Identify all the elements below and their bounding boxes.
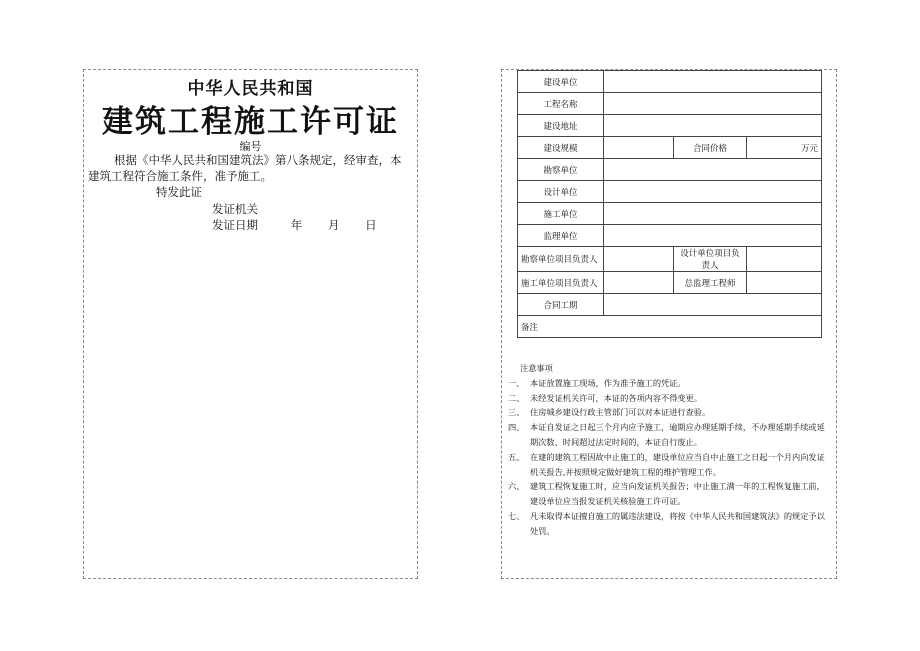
note-number: 四、 (508, 422, 525, 433)
note-item (508, 450, 826, 480)
chief-supervisor-value (747, 272, 822, 294)
survey-unit-value (604, 159, 822, 181)
table-row (518, 272, 822, 294)
table-row (518, 203, 822, 225)
note-number: 一、 (508, 377, 525, 388)
note-number: 六、 (508, 481, 525, 492)
project-name-value (604, 93, 822, 115)
contract-period-value (604, 294, 822, 316)
note-number: 三、 (508, 407, 525, 418)
note-number: 五、 (508, 451, 525, 462)
table-row (518, 159, 822, 181)
project-info-table (517, 70, 822, 338)
survey-pm-value (604, 247, 674, 272)
table-row (518, 247, 822, 272)
construction-pm-label: 施工单位项目负责人 (518, 272, 604, 294)
remarks-label: 备注 (521, 322, 539, 333)
construction-unit-label: 施工单位 (518, 203, 604, 225)
month-label: 月 (328, 218, 340, 232)
builder-label: 建设单位 (518, 71, 604, 93)
permit-detail-page (501, 69, 837, 579)
serial-number-label: 编号 (239, 140, 262, 153)
notes-section (508, 361, 826, 539)
approval-statement: 根据《中华人民共和国建筑法》第八条规定，经审查，本建筑工程符合施工条件，准予施工。 (88, 153, 402, 183)
year-label: 年 (290, 218, 303, 232)
construction-unit-value (604, 203, 822, 225)
supervision-unit-label: 监理单位 (518, 225, 604, 247)
contract-price-label: 合同价格 (674, 137, 747, 159)
note-item (508, 376, 826, 391)
note-text: 本证自发证之日起三个月内应予施工，逾期应办理延期手续，不办理延期手续或延期次数、时间超过法定时间的，本证自行废止。 (530, 422, 825, 447)
note-number: 二、 (508, 392, 525, 403)
note-item (508, 509, 826, 539)
notes-title: 注意事项 (520, 363, 553, 373)
scale-label: 建设规模 (518, 137, 604, 159)
address-label: 建设地址 (518, 115, 604, 137)
remarks-cell (518, 316, 822, 338)
issue-statement: 特发此证 (156, 185, 202, 199)
table-row (518, 137, 822, 159)
survey-pm-label: 勘察单位项目负责人 (518, 247, 604, 272)
note-text: 建筑工程恢复施工时，应当向发证机关报告；中止施工满一年的工程恢复施工前,建设单位应当报发证机关核验施工许可证。 (530, 481, 820, 507)
permit-title: 建筑工程施工许可证 (102, 104, 399, 140)
country-name: 中华人民共和国 (187, 79, 314, 99)
design-pm-value (747, 247, 822, 272)
note-text: 未经发证机关许可，本证的各项内容不得变更。 (530, 392, 702, 403)
permit-cover-page (83, 69, 418, 579)
construction-pm-value (604, 272, 674, 294)
design-unit-label: 设计单位 (518, 181, 604, 203)
issue-date-label: 发证日期 (212, 218, 258, 232)
issue-date-row (212, 217, 377, 233)
note-item (508, 479, 826, 509)
builder-value (604, 71, 822, 93)
day-label: 日 (365, 218, 377, 232)
address-value (604, 115, 822, 137)
table-row (518, 71, 822, 93)
project-name-label: 工程名称 (518, 93, 604, 115)
design-pm-label: 设计单位项目负责人 (674, 247, 747, 272)
survey-unit-label: 勘察单位 (518, 159, 604, 181)
table-row (518, 294, 822, 316)
chief-supervisor-label: 总监理工程师 (674, 272, 747, 294)
note-item (508, 391, 826, 406)
note-number: 七、 (508, 510, 525, 521)
note-text: 凡未取得本证擅自施工的属违法建设，将按《中华人民共和国建筑法》的规定予以处罚。 (530, 510, 825, 536)
contract-period-label: 合同工期 (518, 294, 604, 316)
note-text: 本证放置施工现场，作为准予施工的凭证。 (530, 377, 686, 388)
price-unit: 万元 (747, 137, 822, 159)
design-unit-value (604, 181, 822, 203)
table-row (518, 181, 822, 203)
table-row (518, 115, 822, 137)
table-row (518, 225, 822, 247)
table-row (518, 316, 822, 338)
note-text: 住房城乡建设行政主管部门可以对本证进行查验。 (530, 407, 711, 418)
note-item (508, 405, 826, 420)
note-item (508, 420, 826, 450)
issuing-authority-label: 发证机关 (212, 202, 258, 216)
supervision-unit-value (604, 225, 822, 247)
note-text: 在建的建筑工程因故中止施工的，建设单位应当自中止施工之日起一个月内向发证机关报告,并按照规定做好建筑工程的维护管理工作。 (530, 451, 825, 477)
scale-value (604, 137, 674, 159)
table-row (518, 93, 822, 115)
